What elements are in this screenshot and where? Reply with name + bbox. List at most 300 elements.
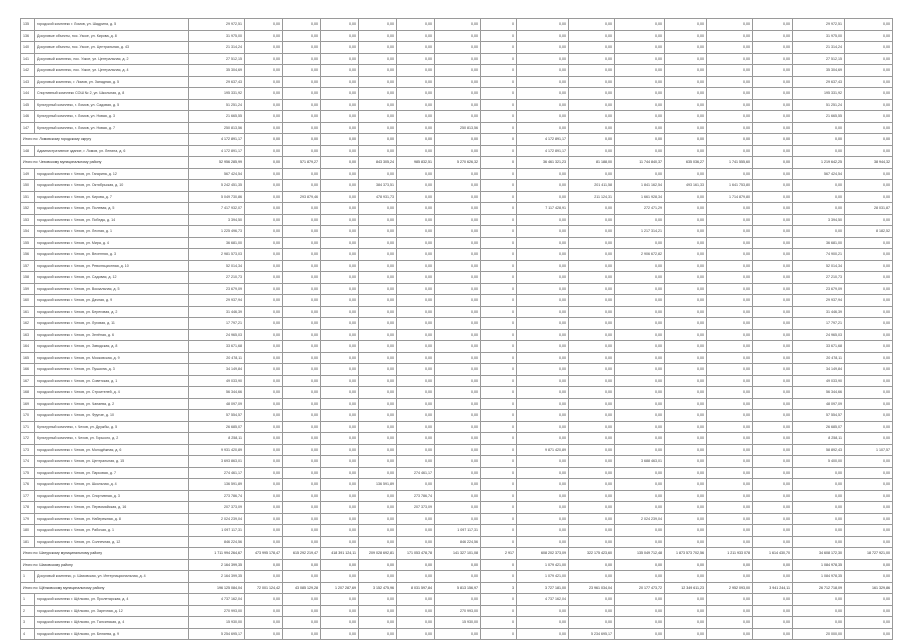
amount-cell: 0,00 [359,306,397,318]
amount-cell: 0,00 [359,53,397,65]
amount-cell: 1 207 287,69 [321,582,359,594]
amount-cell: 0,00 [359,30,397,42]
amount-cell: 0 [481,191,517,203]
amount-cell: 0,00 [665,65,707,77]
amount-cell: 0,00 [753,398,793,410]
amount-cell: 0,00 [793,490,845,502]
table-row [21,306,893,318]
amount-cell: 0,00 [245,387,283,399]
amount-cell: 0,00 [665,536,707,548]
amount-cell: 0,00 [517,398,569,410]
amount-cell: 0 [481,180,517,192]
amount-cell: 0,00 [359,272,397,284]
amount-cell: 0,00 [569,444,615,456]
amount-cell: 3 394,50 [189,214,245,226]
amount-cell: 0,00 [435,398,481,410]
table-row [21,272,893,284]
amount-cell: 5 813 156,97 [435,582,481,594]
amount-cell: 15 930,00 [435,617,481,629]
amount-cell: 1 211 933 078 [707,548,753,560]
amount-cell: 0,00 [517,410,569,422]
amount-cell: 0,00 [707,479,753,491]
row-number: 156 [21,249,35,261]
amount-cell: 2 164 399,35 [189,571,245,583]
amount-cell: 0,00 [753,559,793,571]
amount-cell: 1 641 753,80 [707,180,753,192]
amount-cell: 0,00 [753,203,793,215]
amount-cell: 0,00 [569,168,615,180]
amount-cell: 0,00 [753,571,793,583]
amount-cell: 0,00 [321,536,359,548]
amount-cell: 5 234 695,17 [569,628,615,640]
amount-cell: 0,00 [793,513,845,525]
amount-cell: 0,00 [845,387,893,399]
amount-cell: 0 [481,352,517,364]
table-row [21,53,893,65]
amount-cell: 0,00 [569,329,615,341]
amount-cell: 0,00 [359,76,397,88]
row-number: 151 [21,191,35,203]
amount-cell: 0,00 [397,617,435,629]
amount-cell: 0,00 [845,352,893,364]
amount-cell: 0 [481,19,517,31]
amount-cell: 0,00 [753,145,793,157]
amount-cell: 0,00 [517,260,569,272]
amount-cell: 0,00 [665,329,707,341]
amount-cell: 0,00 [245,203,283,215]
amount-cell: 34 149,84 [793,364,845,376]
amount-cell: 322 175 423,60 [569,548,615,560]
row-number: 165 [21,352,35,364]
amount-cell: 136 591,89 [189,479,245,491]
amount-cell: 0,00 [245,456,283,468]
object-address: городской комплекс г. Чехов, ул. Спортивная, д. 3 [35,490,189,502]
amount-cell: 29 937,94 [793,295,845,307]
amount-cell: 0,00 [707,283,753,295]
amount-cell: 0,00 [753,375,793,387]
amount-cell: 31 975,00 [793,30,845,42]
amount-cell: 0,00 [321,490,359,502]
amount-cell: 0,00 [397,398,435,410]
amount-cell: 20 000,00 [793,628,845,640]
table-row [21,456,893,468]
amount-cell: 0,00 [283,226,321,238]
table-row [21,145,893,157]
amount-cell: 23 679,09 [793,283,845,295]
amount-cell: 52 956 285,99 [189,157,245,169]
amount-cell: 0,00 [359,433,397,445]
amount-cell: 0,00 [245,628,283,640]
amount-cell: 0,00 [397,559,435,571]
amount-cell: 0,00 [753,387,793,399]
table-row [21,490,893,502]
amount-cell: 0,00 [321,237,359,249]
amount-cell: 0 [481,525,517,537]
amount-cell: 0,00 [707,53,753,65]
amount-cell: 0,00 [283,99,321,111]
amount-cell: 0,00 [707,571,753,583]
amount-cell: 0,00 [569,260,615,272]
amount-cell: 0,00 [707,398,753,410]
amount-cell: 0,00 [359,502,397,514]
amount-cell: 0,00 [615,375,665,387]
amount-cell: 0,00 [707,295,753,307]
amount-cell: 0,00 [753,191,793,203]
amount-cell: 0,00 [665,168,707,180]
amount-cell: 0,00 [845,76,893,88]
object-address: Культурный комплекс, г. Чехов, ул. Дружбы, д. 5 [35,421,189,433]
amount-cell: 0,00 [397,191,435,203]
amount-cell: 0,00 [665,410,707,422]
amount-cell: 0,00 [569,306,615,318]
amount-cell: 0,00 [707,214,753,226]
amount-cell: 0,00 [517,180,569,192]
amount-cell: 0,00 [283,364,321,376]
amount-cell: 0,00 [397,145,435,157]
amount-cell: 0,00 [517,433,569,445]
amount-cell: 0,00 [707,65,753,77]
amount-cell: 0,00 [283,571,321,583]
amount-cell: 0,00 [615,295,665,307]
amount-cell: 3 693 863,01 [189,456,245,468]
amount-cell: 0 [481,513,517,525]
amount-cell: 0,00 [397,387,435,399]
amount-cell: 36 681,00 [189,237,245,249]
amount-cell: 0,00 [359,421,397,433]
amount-cell: 0,00 [321,99,359,111]
object-address: городской комплекс г. Чехов, ул. Парковая, д. 7 [35,467,189,479]
amount-cell: 0,00 [245,375,283,387]
object-address: городской комплекс г. Щёлково, ул. Заречная, д. 12 [35,605,189,617]
amount-cell: 57 554,57 [793,410,845,422]
amount-cell: 0,00 [435,214,481,226]
amount-cell: 0,00 [517,214,569,226]
amount-cell: 0,00 [245,42,283,54]
row-number: 161 [21,306,35,318]
amount-cell: 0 [481,433,517,445]
summary-label: Итого по: Ломовскому городскому округу [21,134,189,146]
amount-cell: 0,00 [569,617,615,629]
object-address: городской комплекс г. Чехов, ул. Гагарина, д. 12 [35,168,189,180]
amount-cell: 3 688 463,01 [615,456,665,468]
amount-cell: 0,00 [753,168,793,180]
amount-cell: 0,00 [359,203,397,215]
amount-cell: 273 786,74 [189,490,245,502]
amount-cell: 0,00 [615,19,665,31]
object-address: городской комплекс г. Чехов, ул. Первомайская, д. 16 [35,502,189,514]
amount-cell: 0,00 [283,467,321,479]
amount-cell: 0,00 [707,536,753,548]
table-row [21,398,893,410]
amount-cell: 0,00 [321,318,359,330]
amount-cell: 274 461,17 [189,467,245,479]
amount-cell: 0,00 [753,295,793,307]
amount-cell: 0,00 [707,410,753,422]
amount-cell: 0,00 [845,594,893,606]
amount-cell: 0,00 [707,387,753,399]
amount-cell: 0,00 [245,594,283,606]
object-address: городской комплекс г. Чехов, ул. Дачная, д. 9 [35,295,189,307]
amount-cell: 0,00 [615,364,665,376]
amount-cell: 57 554,57 [189,410,245,422]
amount-cell: 0,00 [845,111,893,123]
amount-cell: 211 124,31 [569,191,615,203]
amount-cell: 0,00 [517,341,569,353]
amount-cell: 0 [481,249,517,261]
amount-cell: 0,00 [517,42,569,54]
amount-cell: 0,00 [321,76,359,88]
object-address: городской комплекс г. Чехов, ул. Центральная, д. 15 [35,456,189,468]
amount-cell: 0 [481,88,517,100]
amount-cell: 0,00 [435,571,481,583]
table-row [21,410,893,422]
amount-cell: 7 417 932,07 [189,203,245,215]
amount-cell: 843 305,24 [359,157,397,169]
amount-cell: 0,00 [359,226,397,238]
amount-cell: 0,00 [845,502,893,514]
amount-cell: 0,00 [845,30,893,42]
object-address: Культурный комплекс, г. Ломов, ул. Садовая, д. 5 [35,99,189,111]
amount-cell: 0,00 [615,479,665,491]
amount-cell: 0,00 [665,134,707,146]
amount-cell: 0,00 [665,513,707,525]
amount-cell: 0,00 [283,502,321,514]
amount-cell: 0,00 [753,180,793,192]
amount-cell: 0,00 [397,594,435,606]
amount-cell: 0,00 [283,214,321,226]
amount-cell: 0,00 [283,617,321,629]
amount-cell: 0,00 [283,237,321,249]
amount-cell: 0 [481,375,517,387]
amount-cell: 0,00 [397,168,435,180]
amount-cell: 0,00 [569,571,615,583]
amount-cell: 0,00 [397,249,435,261]
amount-cell: 0,00 [517,122,569,134]
amount-cell: 0,00 [615,421,665,433]
amount-cell: 52 014,34 [793,260,845,272]
amount-cell: 0,00 [359,111,397,123]
amount-cell: 0,00 [321,525,359,537]
amount-cell: 0,00 [283,479,321,491]
amount-cell: 0,00 [435,329,481,341]
amount-cell: 0,00 [321,398,359,410]
amount-cell: 11 744 840,37 [615,157,665,169]
amount-cell: 0,00 [517,502,569,514]
amount-cell: 0,00 [793,502,845,514]
amount-cell: 0,00 [517,536,569,548]
amount-cell: 0,00 [753,30,793,42]
amount-cell: 0,00 [707,168,753,180]
amount-cell: 0,00 [665,88,707,100]
row-number: 3 [21,617,35,629]
object-address: Досуговый комплекс, пос. Узкое, ул. Центральная, д. 4 [35,65,189,77]
object-address: городской комплекс г. Чехов, ул. Фрунзе, д. 10 [35,410,189,422]
amount-cell: 18 727 921,00 [845,548,893,560]
amount-cell: 0,00 [283,145,321,157]
amount-cell: 0,00 [615,260,665,272]
amount-cell: 0,00 [793,226,845,238]
amount-cell: 0,00 [321,19,359,31]
amount-cell: 0,00 [845,433,893,445]
amount-cell: 2 952 093,00 [707,582,753,594]
object-address: городской комплекс г. Чехов, ул. Садовая, д. 12 [35,272,189,284]
amount-cell: 0 [481,260,517,272]
amount-cell: 0,00 [615,502,665,514]
amount-cell: 29 637,43 [189,76,245,88]
amount-cell: 0,00 [753,99,793,111]
table-row [21,260,893,272]
object-address: городской комплекс г. Чехов, ул. Октябрьская, д. 10 [35,180,189,192]
amount-cell: 0,00 [283,375,321,387]
amount-cell: 0,00 [845,559,893,571]
amount-cell: 0,00 [435,479,481,491]
row-number: 149 [21,168,35,180]
amount-cell: 0,00 [517,352,569,364]
amount-cell: 1 217 314,21 [615,226,665,238]
amount-cell: 0,00 [321,180,359,192]
amount-cell: 0,00 [435,99,481,111]
table-row [21,513,893,525]
amount-cell: 0,00 [321,272,359,284]
amount-cell: 23 679,09 [189,283,245,295]
amount-cell: 0,00 [359,594,397,606]
amount-cell: 0,00 [359,283,397,295]
table-row [21,99,893,111]
amount-cell: 0,00 [615,122,665,134]
amount-cell: 0,00 [435,341,481,353]
amount-cell: 0,00 [845,375,893,387]
amount-cell: 0,00 [245,318,283,330]
amount-cell: 0,00 [707,318,753,330]
amount-cell: 0,00 [435,203,481,215]
amount-cell: 0,00 [707,30,753,42]
amount-cell: 0,00 [435,145,481,157]
amount-cell: 0,00 [569,226,615,238]
row-number: 154 [21,226,35,238]
amount-cell: 0 [481,628,517,640]
amount-cell: 0,00 [397,99,435,111]
amount-cell: 0,00 [321,617,359,629]
amount-cell: 0,00 [569,203,615,215]
amount-cell: 0,00 [359,398,397,410]
table-row [21,375,893,387]
amount-cell: 0,00 [283,329,321,341]
amount-cell: 0,00 [707,605,753,617]
amount-cell: 0,00 [845,318,893,330]
amount-cell: 0,00 [435,421,481,433]
amount-cell: 0,00 [753,19,793,31]
amount-cell: 0,00 [615,65,665,77]
amount-cell: 0,00 [321,260,359,272]
amount-cell: 17 797,21 [189,318,245,330]
amount-cell: 0,00 [245,617,283,629]
amount-cell: 615 292 219,47 [283,548,321,560]
amount-cell: 4 737 162,04 [517,594,569,606]
amount-cell: 51 251,24 [793,99,845,111]
amount-cell: 0 [481,398,517,410]
amount-cell: 0,00 [753,88,793,100]
amount-cell: 0,00 [359,168,397,180]
amount-cell: 0,00 [245,421,283,433]
amount-cell: 2 024 239,04 [189,513,245,525]
table-row [21,111,893,123]
amount-cell: 0,00 [707,111,753,123]
amount-cell: 0,00 [753,467,793,479]
object-address: городской комплекс г. Чехов, ул. Советская, д. 1 [35,375,189,387]
amount-cell: 0,00 [753,157,793,169]
amount-cell: 0,00 [397,605,435,617]
amount-cell: 0,00 [397,203,435,215]
table-row [21,352,893,364]
object-address: городской комплекс г. Чехов, ул. Московская, д. 9 [35,352,189,364]
table-row [21,536,893,548]
amount-cell: 0,00 [517,249,569,261]
amount-cell: 0,00 [359,318,397,330]
amount-cell: 0,00 [321,214,359,226]
amount-cell: 0,00 [793,180,845,192]
amount-cell: 1 079 421,00 [517,571,569,583]
amount-cell: 985 832,51 [397,157,435,169]
amount-cell: 0,00 [665,605,707,617]
object-address: городской комплекс г. Чехов, ул. Набережная, д. 8 [35,513,189,525]
amount-cell: 0,00 [397,272,435,284]
amount-cell: 0,00 [615,617,665,629]
amount-cell: 0,00 [321,65,359,77]
amount-cell: 0,00 [615,433,665,445]
amount-cell: 171 053 478,78 [397,548,435,560]
amount-cell: 0,00 [517,421,569,433]
object-address: Досуговые объекты, пос. Узкое, ул. Центральная, д. 43 [35,42,189,54]
amount-cell: 0,00 [359,513,397,525]
object-address: Досуговый комплекс, р. Шаховская, ул. Интернациональная, д. 4 [35,571,189,583]
amount-cell: 0,00 [845,398,893,410]
amount-cell: 31 446,39 [793,306,845,318]
table-row [21,605,893,617]
amount-cell: 0,00 [359,260,397,272]
amount-cell: 2 164 399,35 [189,559,245,571]
row-number: 140 [21,42,35,54]
amount-cell: 1 219 642,25 [793,157,845,169]
amount-cell: 0 [481,122,517,134]
amount-cell: 0,00 [615,444,665,456]
amount-cell: 0,00 [245,249,283,261]
amount-cell: 0,00 [435,111,481,123]
amount-cell: 0,00 [665,145,707,157]
amount-cell: 0,00 [665,364,707,376]
amount-cell: 0,00 [321,571,359,583]
amount-cell: 0,00 [665,444,707,456]
table-row [21,364,893,376]
amount-cell: 0,00 [845,122,893,134]
amount-cell: 27 512,15 [189,53,245,65]
summary-label: Итого по: Шатурскому муниципальному району [21,548,189,560]
amount-cell: 0,00 [845,628,893,640]
amount-cell: 0,00 [397,260,435,272]
amount-cell: 0,00 [845,410,893,422]
amount-cell: 0,00 [283,65,321,77]
amount-cell: 0,00 [665,398,707,410]
amount-cell: 21 665,55 [189,111,245,123]
amount-cell: 0,00 [245,53,283,65]
amount-cell: 28 031,87 [845,203,893,215]
amount-cell: 0 [481,157,517,169]
amount-cell: 0,00 [283,559,321,571]
amount-cell: 0,00 [569,513,615,525]
amount-cell: 0,00 [359,214,397,226]
amount-cell: 0,00 [321,479,359,491]
amount-cell: 0,00 [753,433,793,445]
amount-cell: 0,00 [245,513,283,525]
